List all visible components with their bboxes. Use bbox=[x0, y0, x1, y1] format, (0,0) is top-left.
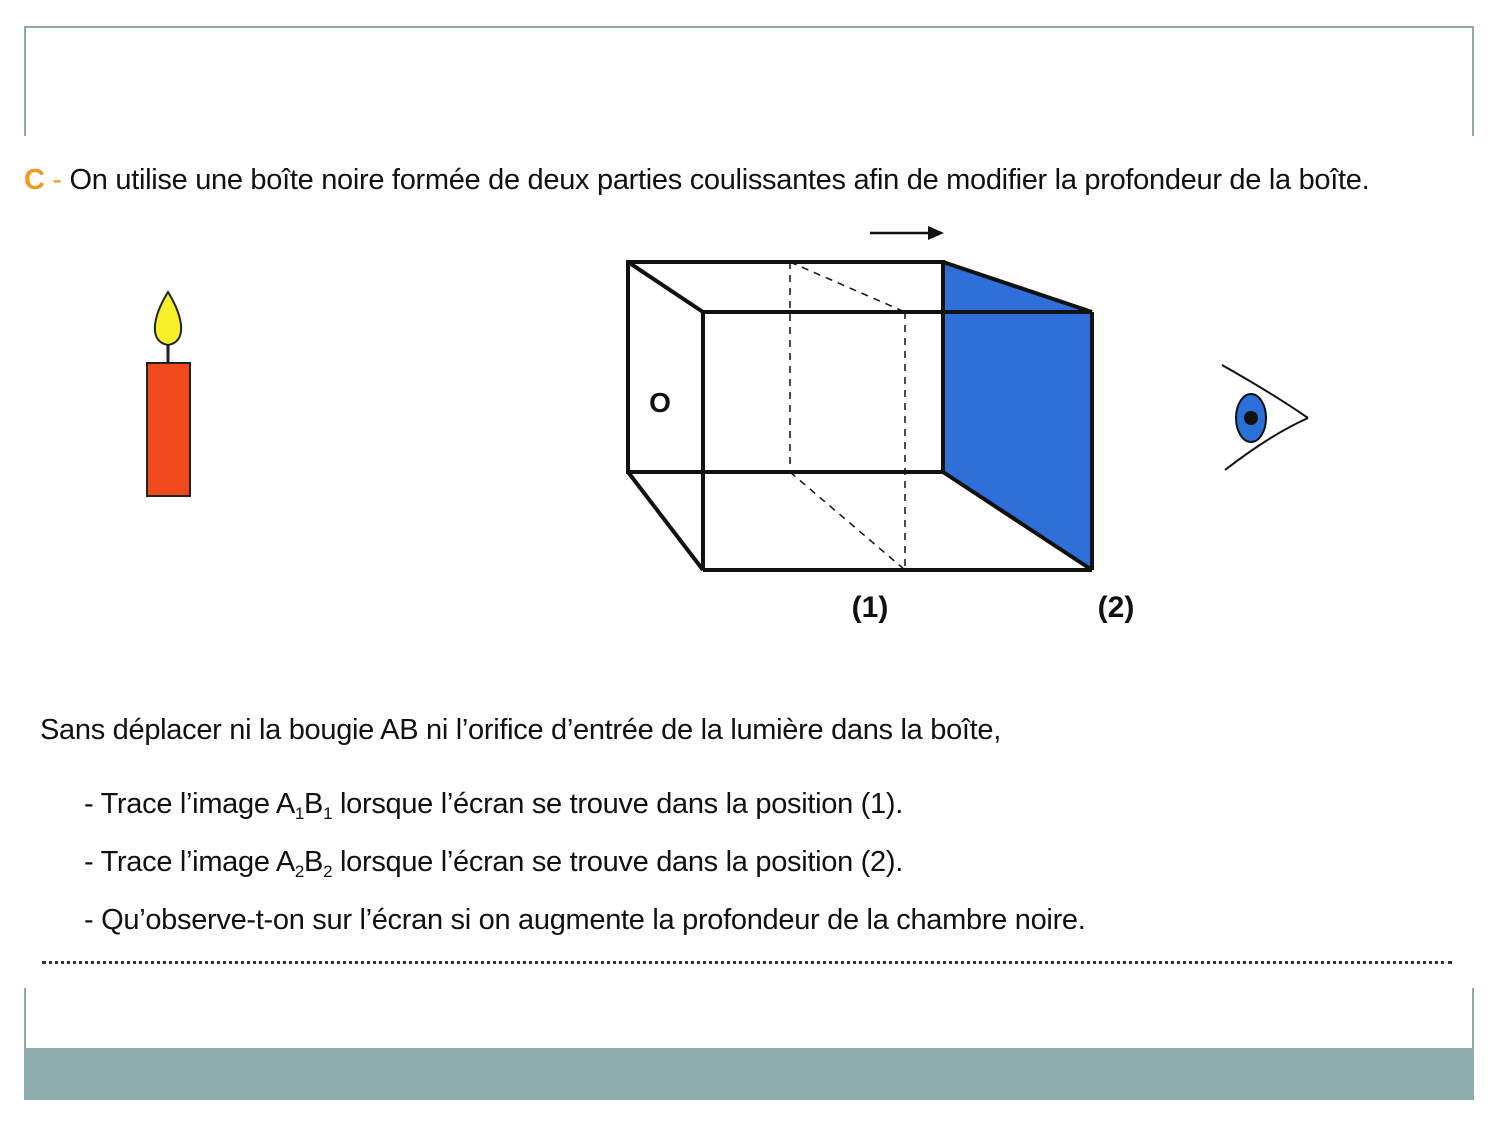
position-2-label: (2) bbox=[1097, 591, 1135, 624]
position-1-label: (1) bbox=[851, 591, 889, 624]
eye-icon bbox=[1222, 365, 1308, 470]
instruction-item-1: - Trace l’image $A_1B_1$ lorsque l’écran se trouve dans la position (1). bbox=[84, 788, 903, 823]
intro-text: On utilise une boîte noire formée de deux parties coulissantes afin de modifier la profondeur de la boîte. bbox=[69, 164, 1370, 196]
arrow-right-icon bbox=[870, 226, 944, 240]
instruction-item-2: - Trace l’image $A_2B_2$ lorsque l’écran se trouve dans la position (2). bbox=[84, 846, 903, 881]
instruction-item-3: - Qu’observe-t-on sur l’écran si on augmente la profondeur de la chambre noire. bbox=[84, 904, 1086, 936]
translucent-screen bbox=[943, 262, 1092, 570]
footer-bar bbox=[24, 1048, 1474, 1100]
section-dash: - bbox=[52, 164, 62, 196]
black-box-drawing bbox=[628, 262, 1092, 570]
instructions-list bbox=[84, 780, 1086, 944]
section-label: C bbox=[24, 164, 45, 196]
instructions-lead: Sans déplacer ni la bougie AB ni l’orifice d’entrée de la lumière dans la boîte, bbox=[40, 714, 1001, 746]
candle-icon bbox=[147, 292, 190, 496]
orifice-label: O bbox=[649, 387, 671, 418]
answer-line bbox=[42, 961, 1452, 964]
